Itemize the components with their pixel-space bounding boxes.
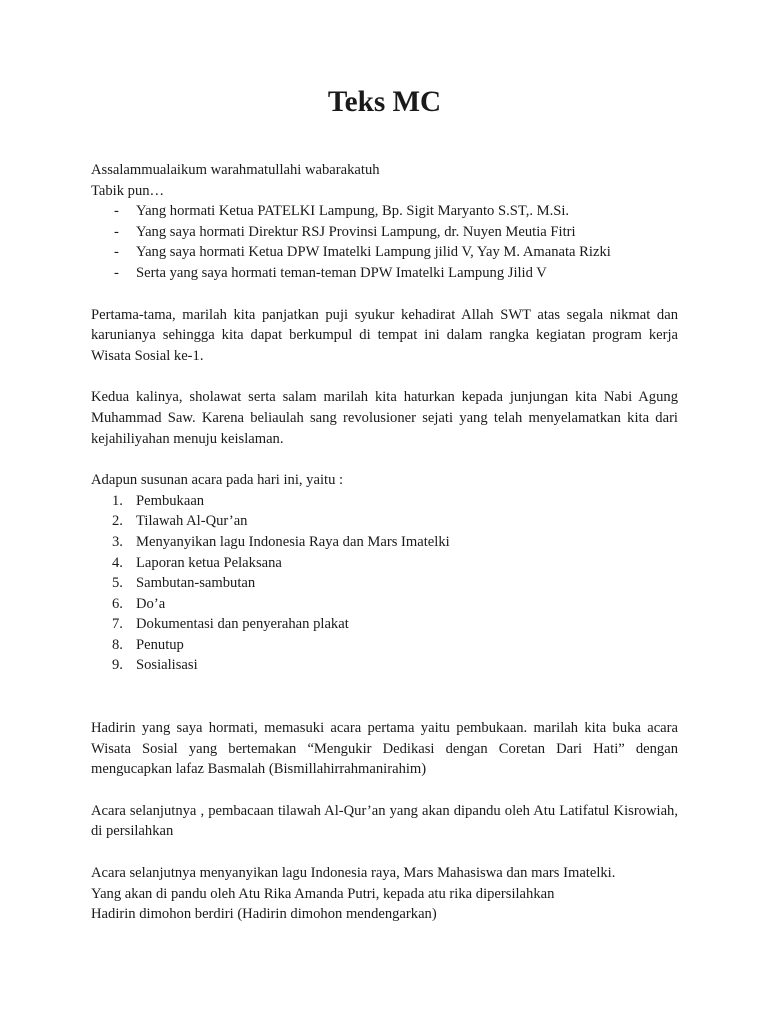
paragraph-opening: Pertama-tama, marilah kita panjatkan puji syukur kehadirat Allah SWT atas segala nikmat dan karunianya sehingga kita dapat berkumpul di tempat ini dalam rangka kegiatan program kerja Wisata Sosial ke-1. <box>91 306 678 364</box>
closing-line: Acara selanjutnya menyanyikan lagu Indonesia raya, Mars Mahasiswa dan mars Imatelki. <box>91 865 616 882</box>
agenda-item <box>91 553 678 574</box>
paragraph-tilawah: Acara selanjutnya , pembacaan tilawah Al-Qur’an yang akan dipandu oleh Atu Latifatul Kisrowiah, di persilahkan <box>91 802 678 840</box>
agenda-item <box>91 511 678 532</box>
agenda-number: 7. <box>112 616 123 633</box>
agenda-number: 8. <box>112 636 123 653</box>
salutation-text: Yang saya hormati Ketua DPW Imatelki Lampung jilid V, Yay M. Amanata Rizki <box>136 244 611 261</box>
dash-bullet: - <box>114 203 119 220</box>
agenda-text: Dokumentasi dan penyerahan plakat <box>136 616 349 633</box>
dash-bullet: - <box>114 244 119 261</box>
agenda-text: Laporan ketua Pelaksana <box>136 554 282 571</box>
paragraph-pembukaan: Hadirin yang saya hormati, memasuki acara pertama yaitu pembukaan. marilah kita buka acara Wisata Sosial yang bertemakan “Mengukir Dedikasi dengan Coretan Dari Hati” dengan mengucapkan lafaz Basmalah (Bismillahirrahmanirahim) <box>91 720 678 778</box>
agenda-item <box>91 594 678 615</box>
dash-bullet: - <box>114 223 119 240</box>
agenda-number: 6. <box>112 595 123 612</box>
agenda-text: Penutup <box>136 636 184 653</box>
greeting-line: Assalammualaikum warahmatullahi wabarakatuh <box>91 162 380 178</box>
dash-bullet: - <box>114 264 119 281</box>
salutation-item <box>91 201 678 222</box>
agenda-text: Menyanyikan lagu Indonesia Raya dan Mars Imatelki <box>136 533 450 550</box>
salutation-item <box>91 222 678 243</box>
agenda-item <box>91 573 678 594</box>
salutation-item <box>91 242 678 263</box>
agenda-text: Sosialisasi <box>136 657 198 674</box>
document-title: Teks MC <box>327 86 442 118</box>
salutation-text: Serta yang saya hormati teman-teman DPW Imatelki Lampung Jilid V <box>136 264 547 281</box>
agenda-number: 1. <box>112 492 123 509</box>
paragraph-sholawat: Kedua kalinya, sholawat serta salam marilah kita haturkan kepada junjungan kita Nabi Agung Muhammad Saw. Karena beliaulah sang revolusioner sejati yang telah menyelamatkan kita dari kejahiliyahan menuju keislaman. <box>91 389 678 447</box>
greeting-block <box>91 160 678 201</box>
salutation-text: Yang hormati Ketua PATELKI Lampung, Bp. Sigit Maryanto S.ST,. M.Si. <box>136 203 570 220</box>
salutation-item <box>91 263 678 284</box>
spacer <box>91 449 678 470</box>
agenda-item <box>91 532 678 553</box>
document-page <box>91 86 678 925</box>
spacer <box>91 780 678 801</box>
agenda-item <box>91 655 678 676</box>
closing-line: Hadirin dimohon berdiri (Hadirin dimohon mendengarkan) <box>91 906 437 923</box>
agenda-number: 4. <box>112 554 123 571</box>
agenda-number: 5. <box>112 575 123 592</box>
salutation-list <box>91 201 678 283</box>
agenda-text: Do’a <box>136 595 166 612</box>
agenda-text: Sambutan-sambutan <box>136 575 256 592</box>
agenda-text: Pembukaan <box>136 492 205 509</box>
agenda-text: Tilawah Al-Qur’an <box>136 513 248 530</box>
agenda-item <box>91 491 678 512</box>
agenda-number: 2. <box>112 513 123 530</box>
salutation-text: Yang saya hormati Direktur RSJ Provinsi Lampung, dr. Nuyen Meutia Fitri <box>136 223 576 240</box>
spacer <box>91 284 678 305</box>
agenda-intro: Adapun susunan acara pada hari ini, yaitu : <box>91 472 344 489</box>
spacer <box>91 676 678 718</box>
tabik-line: Tabik pun… <box>91 182 165 199</box>
agenda-number: 3. <box>112 533 123 550</box>
agenda-item <box>91 635 678 656</box>
spacer <box>91 366 678 387</box>
closing-line: Yang akan di pandu oleh Atu Rika Amanda Putri, kepada atu rika dipersilahkan <box>91 885 555 902</box>
spacer <box>91 842 678 863</box>
agenda-item <box>91 614 678 635</box>
agenda-number: 9. <box>112 657 123 674</box>
agenda-list <box>91 491 678 676</box>
